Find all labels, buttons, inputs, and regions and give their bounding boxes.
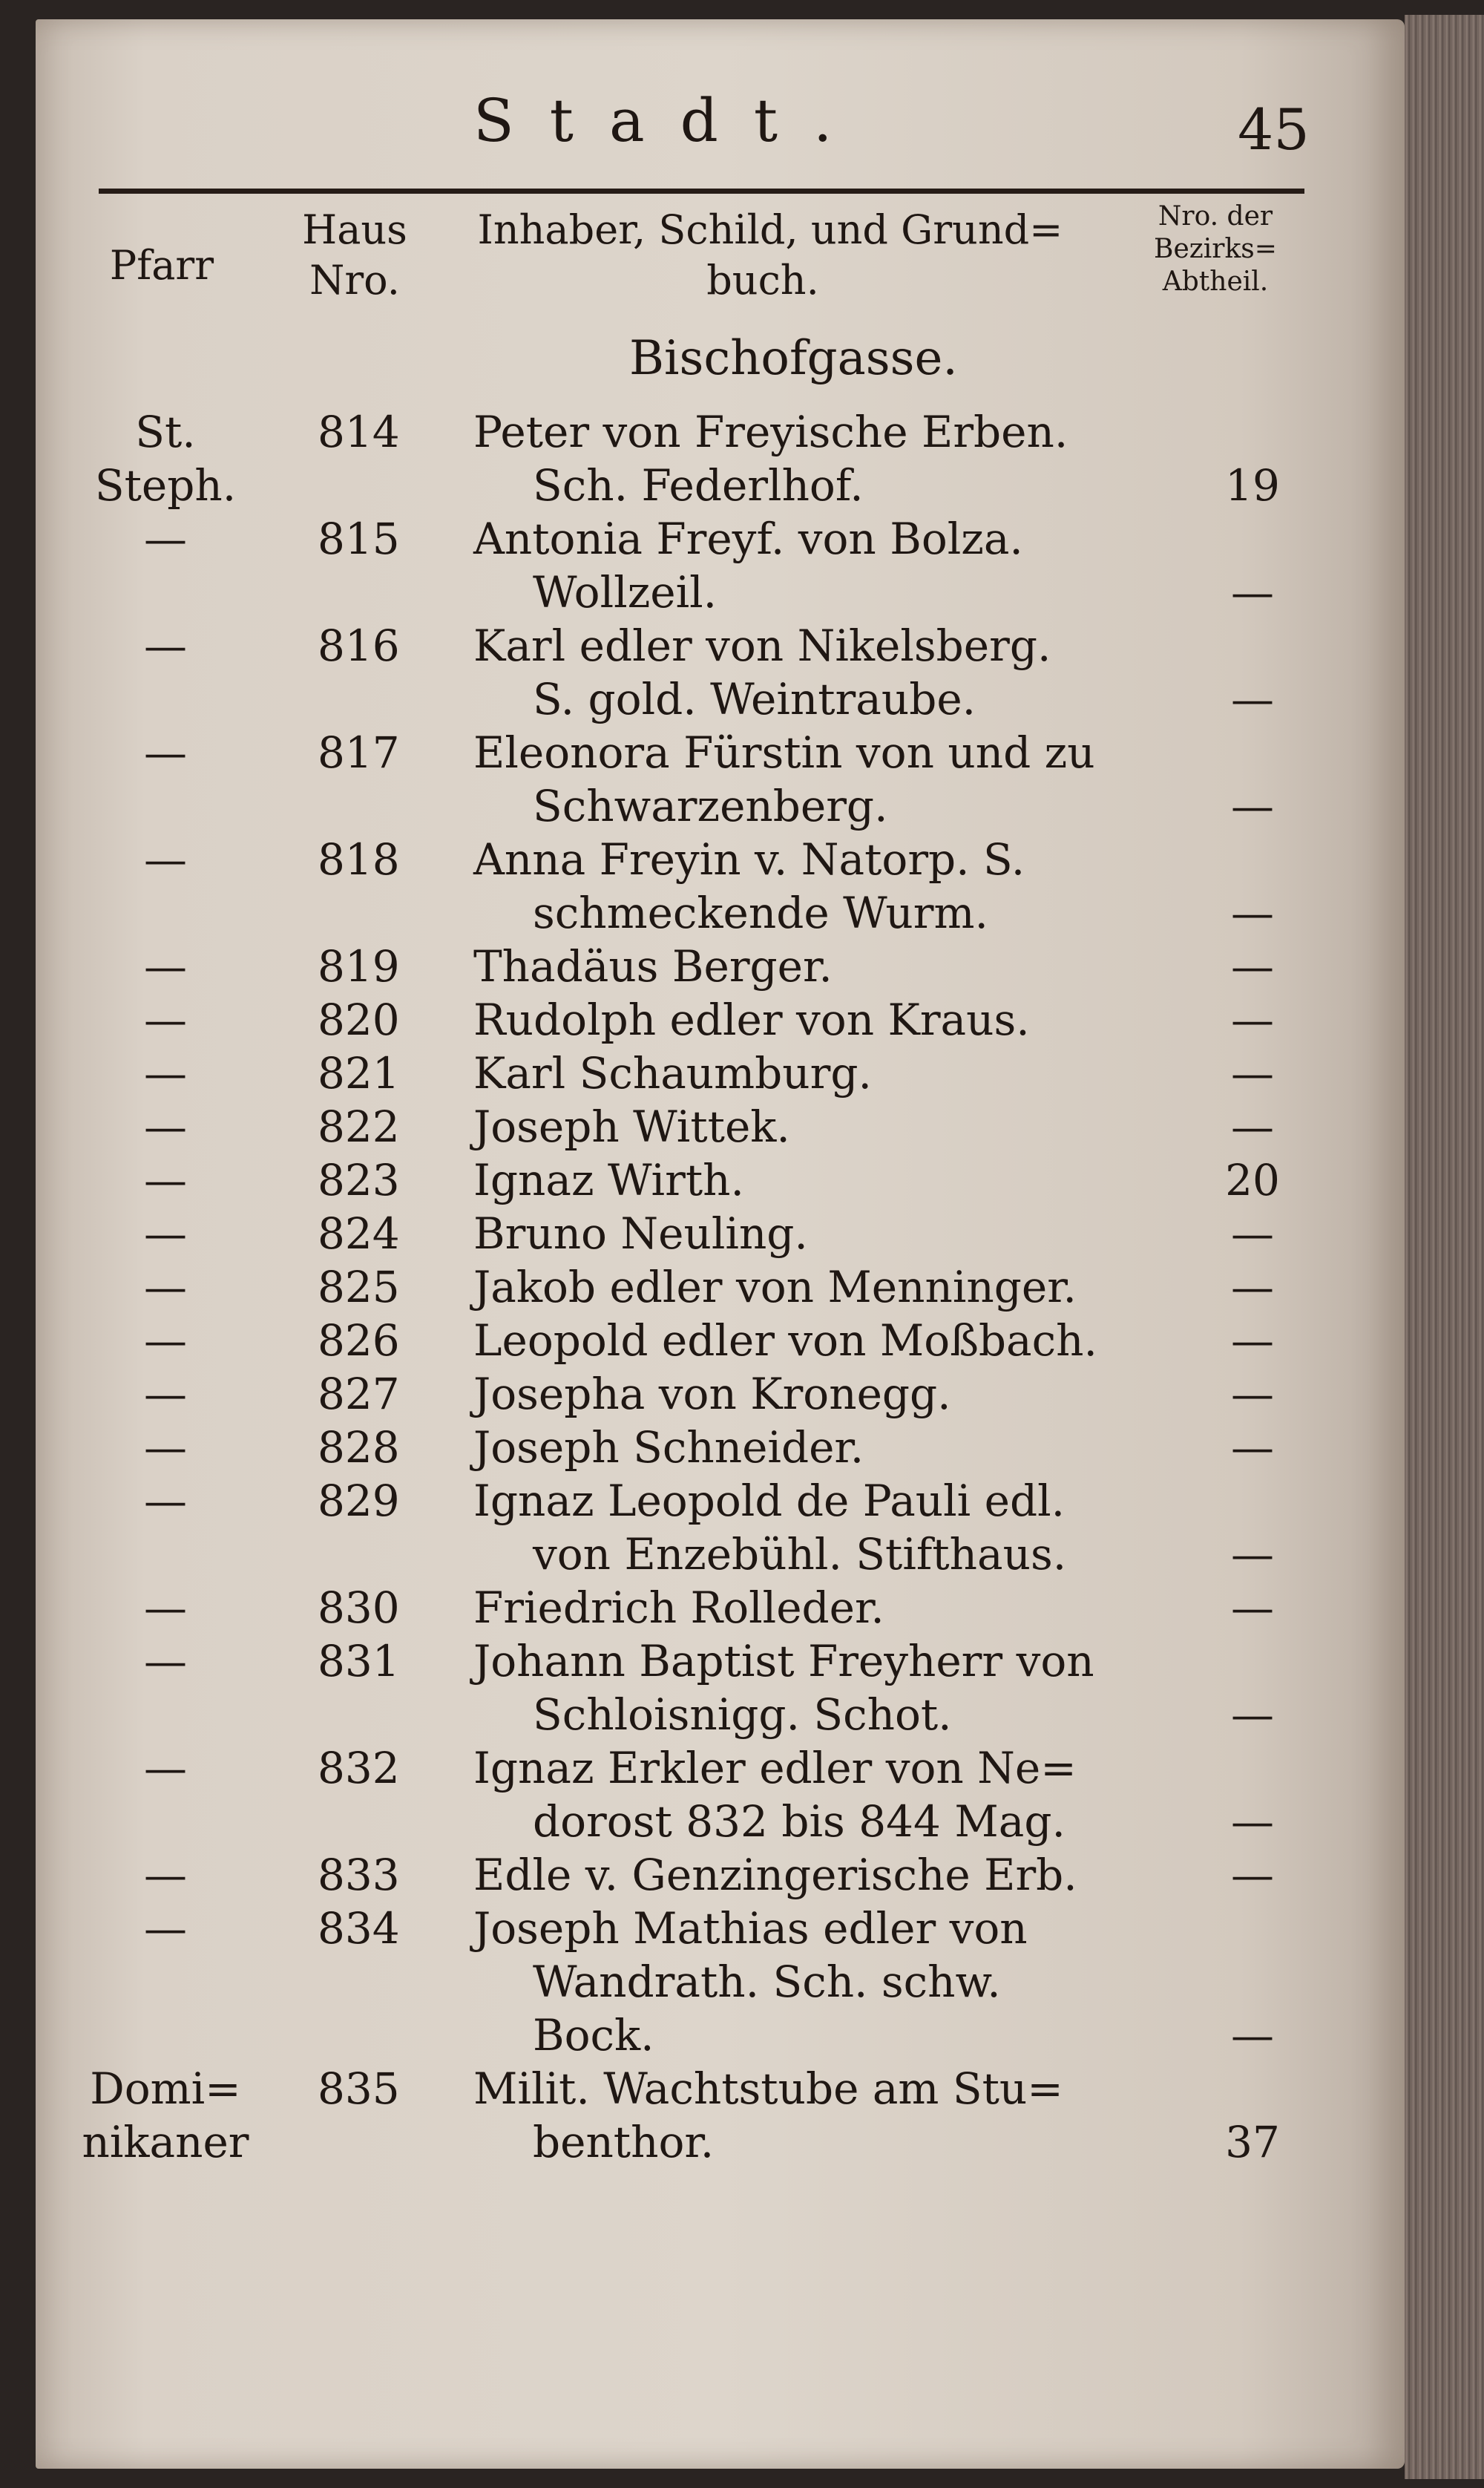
section-title: Bischofgasse.	[629, 331, 958, 386]
entry-district: —	[1231, 781, 1274, 831]
entry-owner: Josepha von Kronegg.	[473, 1369, 951, 1419]
entry-district: —	[1231, 674, 1274, 724]
entry-house-number: 824	[318, 1208, 400, 1259]
entry-row	[36, 1421, 1405, 1474]
entry-district: —	[1231, 1529, 1274, 1579]
entry-owner: Ignaz Leopold de Pauli edl.	[473, 1476, 1066, 1526]
entry-house-number: 830	[318, 1582, 400, 1633]
book-page	[36, 19, 1405, 2469]
entry-owner: Eleonora Fürstin von und zu	[473, 727, 1095, 778]
entry-row	[36, 1260, 1405, 1314]
entry-owner: Jakob edler von Menninger.	[473, 1262, 1077, 1312]
entry-owner: Joseph Schneider.	[473, 1422, 864, 1473]
entry-house-number: 823	[318, 1155, 400, 1205]
entry-owner-cont: Wandrath. Sch. schw.	[533, 1957, 1001, 2007]
entry-house-number: 835	[318, 2063, 400, 2114]
entry-house-number: 834	[318, 1903, 400, 1954]
entry-pfarr: —	[144, 1369, 187, 1419]
entry-district: 19	[1225, 460, 1280, 511]
entry-row	[36, 1367, 1405, 1421]
entry-row	[36, 1741, 1405, 1848]
entry-house-number: 817	[318, 727, 400, 778]
entry-pfarr: —	[144, 1476, 187, 1526]
entry-row	[36, 940, 1405, 993]
col-header-pfarr: Pfarr	[109, 242, 214, 289]
entry-pfarr: —	[144, 1101, 187, 1152]
entry-row	[36, 726, 1405, 833]
entry-house-number: 829	[318, 1476, 400, 1526]
entry-district: —	[1231, 1850, 1274, 1900]
entry-owner: Ignaz Wirth.	[473, 1155, 744, 1205]
entry-pfarr: —	[144, 1262, 187, 1312]
entry-row	[36, 512, 1405, 619]
entry-pfarr: —	[144, 621, 187, 671]
entry-owner: Joseph Wittek.	[473, 1101, 790, 1152]
entry-pfarr: —	[144, 834, 187, 885]
entry-owner: Bruno Neuling.	[473, 1208, 808, 1259]
entry-row	[36, 619, 1405, 726]
entry-house-number: 814	[318, 407, 400, 457]
entry-pfarr: —	[144, 941, 187, 992]
entry-row	[36, 1902, 1405, 2062]
col-header-bez-2: Bezirks=	[1154, 234, 1277, 264]
entry-owner-cont: S. gold. Weintraube.	[533, 674, 976, 724]
entry-row	[36, 405, 1405, 512]
col-header-owner-cont: buch.	[706, 257, 819, 304]
page-number: 45	[1238, 96, 1310, 163]
page-edge	[1405, 15, 1484, 2479]
running-title: Stadt.	[473, 86, 868, 155]
entry-pfarr: —	[144, 995, 187, 1045]
entry-row	[36, 1207, 1405, 1260]
entry-house-number: 818	[318, 834, 400, 885]
entry-district: —	[1231, 995, 1274, 1045]
entry-house-number: 825	[318, 1262, 400, 1312]
entry-owner: Peter von Freyische Erben.	[473, 407, 1068, 457]
entry-owner: Rudolph edler von Kraus.	[473, 995, 1030, 1045]
entry-row	[36, 1153, 1405, 1207]
entry-owner-cont: Wollzeil.	[533, 567, 718, 618]
entry-district: —	[1231, 1048, 1274, 1099]
entry-house-number: 822	[318, 1101, 400, 1152]
entry-pfarr: —	[144, 1048, 187, 1099]
entry-district: —	[1231, 2010, 1274, 2060]
header-rule	[99, 189, 1304, 194]
entry-owner-cont: von Enzebühl. Stifthaus.	[533, 1529, 1067, 1579]
entry-row	[36, 1314, 1405, 1367]
entry-pfarr: —	[144, 1636, 187, 1686]
entry-house-number: 820	[318, 995, 400, 1045]
entry-house-number: 831	[318, 1636, 400, 1686]
entry-pfarr: —	[144, 1208, 187, 1259]
entry-row	[36, 833, 1405, 940]
entry-row	[36, 1634, 1405, 1741]
entry-pfarr: —	[144, 727, 187, 778]
entry-row	[36, 1047, 1405, 1100]
entry-row	[36, 2062, 1405, 2169]
entry-pfarr: —	[144, 1903, 187, 1954]
entry-district: 20	[1225, 1155, 1280, 1205]
entry-owner: Johann Baptist Freyherr von	[473, 1636, 1094, 1686]
entry-owner: Ignaz Erkler edler von Ne=	[473, 1743, 1077, 1793]
entry-pfarr: —	[144, 1422, 187, 1473]
col-header-haus: Haus	[302, 206, 407, 253]
entry-owner-cont: Schloisnigg. Schot.	[533, 1689, 952, 1740]
entry-house-number: 832	[318, 1743, 400, 1793]
entry-house-number: 833	[318, 1850, 400, 1900]
entry-owner: Karl Schaumburg.	[473, 1048, 872, 1099]
entry-district: —	[1231, 1422, 1274, 1473]
entry-owner-cont: Bock.	[533, 2010, 654, 2060]
col-header-nro: Nro.	[309, 257, 400, 304]
entry-pfarr: Domi=	[90, 2063, 241, 2114]
entry-house-number: 826	[318, 1315, 400, 1366]
entry-owner: Karl edler von Nikelsberg.	[473, 621, 1051, 671]
entry-district: —	[1231, 567, 1274, 618]
entry-pfarr-cont: nikaner	[82, 2117, 249, 2167]
entry-pfarr: —	[144, 514, 187, 564]
col-header-owner: Inhaber, Schild, und Grund=	[477, 206, 1063, 253]
entry-pfarr-cont: Steph.	[94, 460, 237, 511]
entry-row	[36, 1474, 1405, 1581]
entry-pfarr: —	[144, 1743, 187, 1793]
entry-owner: Edle v. Genzingerische Erb.	[473, 1850, 1077, 1900]
entry-owner-cont: Schwarzenberg.	[533, 781, 888, 831]
entry-district: 37	[1225, 2117, 1280, 2167]
entry-house-number: 827	[318, 1369, 400, 1419]
entry-owner: Antonia Freyf. von Bolza.	[473, 514, 1023, 564]
entry-district: —	[1231, 1582, 1274, 1633]
entry-pfarr: St.	[135, 407, 196, 457]
entry-house-number: 816	[318, 621, 400, 671]
entry-pfarr: —	[144, 1155, 187, 1205]
col-header-bez-1: Nro. der	[1158, 201, 1273, 232]
entry-district: —	[1231, 1315, 1274, 1366]
entry-owner: Anna Freyin v. Natorp. S.	[473, 834, 1025, 885]
entry-owner-cont: benthor.	[533, 2117, 715, 2167]
entry-owner-cont: Sch. Federlhof.	[533, 460, 864, 511]
col-header-bez-3: Abtheil.	[1162, 266, 1269, 297]
entry-pfarr: —	[144, 1850, 187, 1900]
entry-district: —	[1231, 1101, 1274, 1152]
entry-owner: Joseph Mathias edler von	[473, 1903, 1028, 1954]
entry-pfarr: —	[144, 1315, 187, 1366]
entry-district: —	[1231, 888, 1274, 938]
entry-district: —	[1231, 1796, 1274, 1847]
entry-pfarr: —	[144, 1582, 187, 1633]
entry-district: —	[1231, 941, 1274, 992]
entry-house-number: 815	[318, 514, 400, 564]
entry-row	[36, 1100, 1405, 1153]
entry-house-number: 828	[318, 1422, 400, 1473]
entry-row	[36, 1848, 1405, 1902]
entry-owner: Friedrich Rolleder.	[473, 1582, 884, 1633]
entry-house-number: 819	[318, 941, 400, 992]
entry-district: —	[1231, 1208, 1274, 1259]
entry-district: —	[1231, 1689, 1274, 1740]
entry-district: —	[1231, 1262, 1274, 1312]
entry-owner-cont: schmeckende Wurm.	[533, 888, 988, 938]
entry-owner: Thadäus Berger.	[473, 941, 833, 992]
entry-owner: Leopold edler von Moßbach.	[473, 1315, 1097, 1366]
entry-owner: Milit. Wachtstube am Stu=	[473, 2063, 1063, 2114]
entry-row	[36, 993, 1405, 1047]
entry-owner-cont: dorost 832 bis 844 Mag.	[533, 1796, 1066, 1847]
entry-row	[36, 1581, 1405, 1634]
entry-district: —	[1231, 1369, 1274, 1419]
entry-house-number: 821	[318, 1048, 400, 1099]
